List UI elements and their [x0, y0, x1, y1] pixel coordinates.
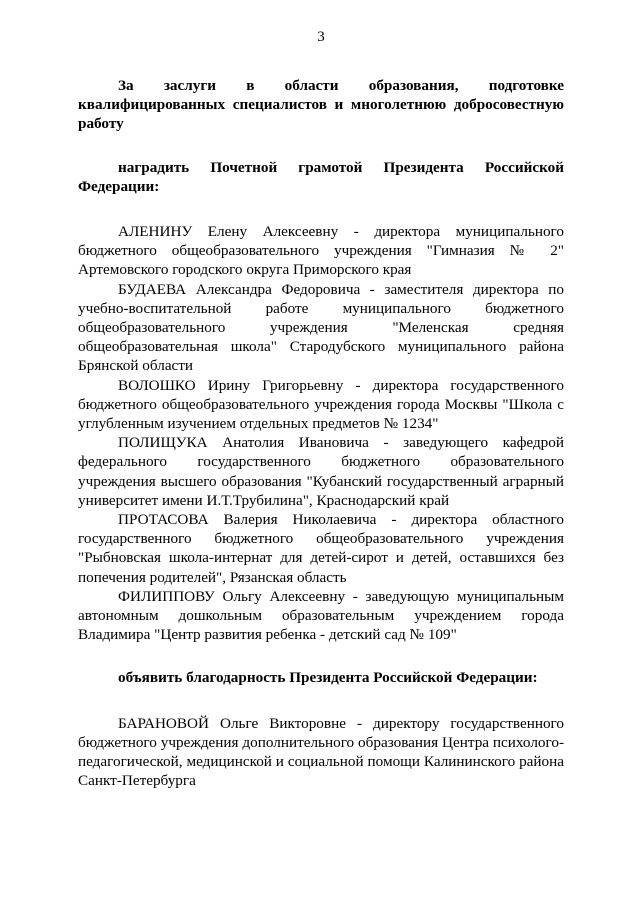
page-number: 3	[317, 29, 325, 45]
award-action-gratitude: объявить благодарность Президента Российской Федерации:	[118, 669, 538, 687]
awardee-entry: ПОЛИЩУКА Анатолия Ивановича - заведующего кафедрой федерального государственного бюджетного образовательного учреждения высшего образования "Кубанский государственный аграрный университет имени И.Т.Трубилина", Краснодарский край	[78, 434, 564, 509]
award-action-certificate: наградить Почетной грамотой Президента Российской Федерации:	[78, 158, 564, 195]
awardee-entry: ПРОТАСОВА Валерия Николаевича - директора областного государственного бюджетного общеобразовательного учреждения "Рыбновская школа-интернат для детей-сирот и детей, оставшихся без попечения родителей", Рязанская область	[78, 511, 564, 586]
awardee-entry: БАРАНОВОЙ Ольге Викторовне - директору государственного бюджетного учреждения дополнительного образования Центра психолого-педагогической, медицинской и социальной помощи Калининского района Санкт-Петербурга	[78, 714, 564, 790]
awardee-entry: БУДАЕВА Александра Федоровича - заместителя директора по учебно-воспитательной работе муниципального бюджетного общеобразовательного учреждения "Меленская средняя общеобразовательная школа" Стародубского муниципального района Брянской области	[78, 280, 564, 375]
document-page	[78, 28, 564, 791]
awardee-entry: ВОЛОШКО Ирину Григорьевну - директора государственного бюджетного общеобразовательного учреждения города Москвы "Школа с углубленным изучением отдельных предметов № 1234"	[78, 376, 564, 433]
awardee-entry: ФИЛИППОВУ Ольгу Алексеевну - заведующую муниципальным автономным дошкольным образовательным учреждением города Владимира "Центр развития ребенка - детский сад № 109"	[78, 587, 564, 644]
awardee-list-gratitude	[78, 714, 564, 791]
awardee-list-certificate	[78, 222, 564, 644]
awardee-entry: АЛЕНИНУ Елену Алексеевну - директора муниципального бюджетного общеобразовательного учреждения "Гимназия № 2" Артемовского городского округа Приморского края	[78, 223, 564, 279]
intro-paragraph: За заслуги в области образования, подготовке квалифицированных специалистов и многолетнюю добросовестную работу	[78, 77, 564, 133]
